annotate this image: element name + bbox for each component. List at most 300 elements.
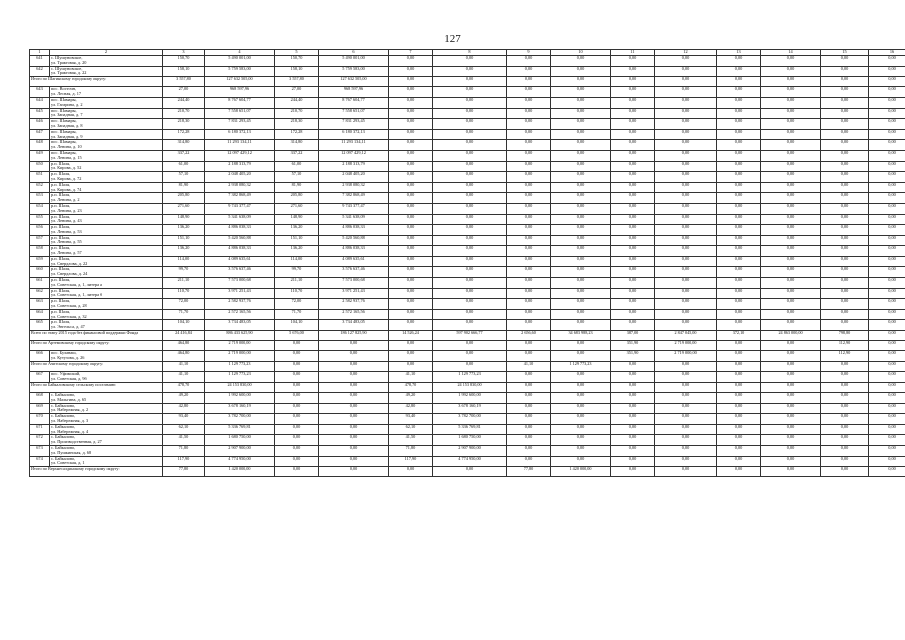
value-cell: 151,10	[275, 235, 319, 246]
value-cell: 0,00	[611, 182, 655, 193]
value-cell: 0,00	[611, 362, 655, 372]
address-cell	[50, 161, 163, 172]
row-number: 672	[30, 435, 50, 446]
value-cell: 0,00	[761, 341, 821, 351]
value-cell: 0,00	[275, 424, 319, 435]
value-cell: 0,00	[761, 182, 821, 193]
address-cell	[50, 351, 163, 362]
address-line: ул. Западная, д. 7	[51, 112, 83, 118]
address-line: ул. Западная, д. 8	[51, 122, 83, 128]
value-cell: 0,00	[551, 309, 611, 320]
value-cell: 0,00	[389, 56, 433, 67]
value-cell: 0,00	[611, 467, 655, 477]
value-cell: 0,00	[433, 66, 507, 77]
subtotal-label: Всего по этапу 2015 года без финансовой поддержки Фонда	[30, 331, 163, 341]
address-line: ул. Гагарина, д. 2	[51, 101, 83, 107]
value-cell: 0,00	[507, 97, 551, 108]
value-cell: 0,00	[275, 403, 319, 414]
value-cell: 0,00	[507, 382, 551, 392]
address-line: р.п. Шаля,	[51, 319, 71, 325]
value-cell: 0,00	[275, 414, 319, 425]
value-cell: 0,00	[389, 267, 433, 278]
row-number: 674	[30, 456, 50, 467]
subtotal-label: Итого по Байкаловскому сельскому поселению:	[30, 382, 163, 392]
value-cell: 0,00	[761, 66, 821, 77]
value-cell: 0,00	[433, 140, 507, 151]
value-cell: 0,00	[389, 182, 433, 193]
value-cell: 0,00	[319, 362, 389, 372]
value-cell: 0,00	[717, 235, 761, 246]
value-cell: 0,00	[275, 467, 319, 477]
value-cell: 0,00	[551, 341, 611, 351]
value-cell: 0,00	[869, 256, 905, 267]
value-cell: 0,00	[275, 382, 319, 392]
address-line: ул. Кутузова, д. 26	[51, 355, 85, 361]
subtotal-row	[30, 341, 905, 351]
value-cell: 0,00	[611, 193, 655, 204]
value-cell: 0,00	[389, 193, 433, 204]
value-cell: 798,80	[821, 331, 869, 341]
value-cell: 4 886 038,33	[205, 225, 275, 236]
value-cell: 0,00	[821, 77, 869, 87]
address-cell	[50, 456, 163, 467]
value-cell: 0,00	[275, 435, 319, 446]
value-cell: 0,00	[761, 77, 821, 87]
value-cell: 27,00	[163, 87, 205, 98]
row-number: 667	[30, 372, 50, 383]
value-cell: 0,00	[319, 403, 389, 414]
value-cell: 0,00	[611, 456, 655, 467]
value-cell: 0,00	[389, 299, 433, 310]
value-cell: 0,00	[611, 309, 655, 320]
address-line: ул. Мальгина, д. 65	[51, 396, 87, 402]
value-cell: 0,00	[389, 161, 433, 172]
value-cell: 0,00	[507, 87, 551, 98]
value-cell: 0,00	[507, 203, 551, 214]
value-cell: 0,00	[869, 193, 905, 204]
value-cell: 0,00	[761, 445, 821, 456]
value-cell: 0,00	[611, 267, 655, 278]
value-cell: 0,00	[551, 235, 611, 246]
value-cell: 0,00	[717, 140, 761, 151]
address-line: ул. Трактовая, д. 22	[51, 70, 87, 76]
value-cell: 5 336 769,81	[433, 424, 507, 435]
address-line: с. Шушуновское,	[51, 55, 83, 60]
value-cell: 136,20	[163, 225, 205, 236]
address-line: р.п. Шаля,	[51, 182, 71, 187]
value-cell: 464,80	[163, 351, 205, 362]
value-cell: 0,00	[507, 267, 551, 278]
value-cell: 0,00	[433, 288, 507, 299]
value-cell: 24 153 830,00	[205, 382, 275, 392]
value-cell: 0,00	[389, 235, 433, 246]
row-number: 654	[30, 203, 50, 214]
value-cell: 218,30	[163, 119, 205, 130]
value-cell: 0,00	[761, 424, 821, 435]
value-cell: 12 097 429,12	[205, 150, 275, 161]
address-cell	[50, 119, 163, 130]
value-cell: 0,00	[869, 362, 905, 372]
row-number: 641	[30, 56, 50, 67]
value-cell: 6 180 372,13	[205, 129, 275, 140]
value-cell: 5 676,00	[275, 331, 319, 341]
value-cell: 0,00	[717, 225, 761, 236]
value-cell: 2 572 165,56	[319, 309, 389, 320]
value-cell: 0,00	[433, 203, 507, 214]
value-cell: 0,00	[821, 161, 869, 172]
value-cell: 4 774 950,00	[205, 456, 275, 467]
value-cell: 211,10	[163, 278, 205, 289]
value-cell: 0,00	[507, 392, 551, 403]
address-line: р.п. Шаля,	[51, 224, 71, 230]
value-cell: 0,00	[821, 66, 869, 77]
value-cell: 0,00	[611, 382, 655, 392]
address-line: с. Байкалово,	[51, 424, 76, 429]
value-cell: 150,70	[275, 56, 319, 67]
address-cell	[50, 424, 163, 435]
value-cell: 0,00	[319, 424, 389, 435]
value-cell: 2 938 080,32	[319, 182, 389, 193]
value-cell: 0,00	[611, 246, 655, 257]
address-cell	[50, 193, 163, 204]
row-number: 646	[30, 119, 50, 130]
value-cell: 0,00	[655, 56, 717, 67]
address-line: ул. Набережная, д. 3	[51, 417, 89, 423]
address-cell	[50, 97, 163, 108]
value-cell: 0,00	[319, 435, 389, 446]
value-cell: 0,00	[717, 278, 761, 289]
address-cell	[50, 235, 163, 246]
value-cell: 71,70	[275, 309, 319, 320]
value-cell: 0,00	[761, 150, 821, 161]
value-cell: 0,00	[611, 235, 655, 246]
value-cell: 0,00	[761, 435, 821, 446]
row-number: 649	[30, 150, 50, 161]
value-cell: 127 632 505,00	[205, 77, 275, 87]
value-cell: 0,00	[821, 97, 869, 108]
value-cell: 0,00	[389, 320, 433, 331]
value-cell: 0,00	[551, 182, 611, 193]
value-cell: 0,00	[433, 362, 507, 372]
value-cell: 151,10	[163, 235, 205, 246]
value-cell: 0,00	[821, 214, 869, 225]
value-cell: 1 129 773,23	[205, 372, 275, 383]
value-cell: 0,00	[611, 77, 655, 87]
value-cell: 0,00	[433, 299, 507, 310]
value-cell: 0,00	[869, 288, 905, 299]
table-row	[30, 414, 905, 425]
table-row	[30, 129, 905, 140]
column-number-cell: 2	[50, 50, 163, 56]
value-cell: 0,00	[821, 193, 869, 204]
value-cell: 0,00	[761, 193, 821, 204]
value-cell: 0,00	[551, 320, 611, 331]
value-cell: 5 490 001,00	[205, 56, 275, 67]
value-cell: 0,00	[655, 87, 717, 98]
value-cell: 0,00	[507, 445, 551, 456]
value-cell: 24 153 830,00	[433, 382, 507, 392]
value-cell: 0,00	[761, 214, 821, 225]
value-cell: 351,90	[611, 341, 655, 351]
value-cell: 0,00	[655, 97, 717, 108]
table-row	[30, 161, 905, 172]
value-cell: 0,00	[655, 456, 717, 467]
value-cell: 0,00	[551, 246, 611, 257]
value-cell: 42,80	[163, 403, 205, 414]
table-row	[30, 108, 905, 119]
value-cell: 0,00	[869, 87, 905, 98]
value-cell: 0,00	[869, 172, 905, 183]
value-cell: 0,00	[821, 435, 869, 446]
address-cell	[50, 299, 163, 310]
value-cell: 77,80	[163, 467, 205, 477]
address-line: ул. Ленина, д. 23	[51, 207, 82, 213]
value-cell: 0,00	[507, 129, 551, 140]
value-cell: 0,00	[821, 299, 869, 310]
value-cell: 0,00	[507, 309, 551, 320]
value-cell: 0,00	[551, 403, 611, 414]
value-cell: 0,00	[507, 456, 551, 467]
value-cell: 0,00	[761, 225, 821, 236]
value-cell: 9 743 377,47	[319, 203, 389, 214]
address-cell	[50, 267, 163, 278]
address-line: пос. Уфимский,	[51, 371, 81, 377]
value-cell: 0,00	[761, 87, 821, 98]
value-cell: 0,00	[655, 414, 717, 425]
value-cell: 0,00	[655, 267, 717, 278]
value-cell: 158,10	[163, 66, 205, 77]
value-cell: 136,20	[275, 225, 319, 236]
value-cell: 0,00	[821, 225, 869, 236]
subtotal-row	[30, 467, 905, 477]
value-cell: 0,00	[433, 214, 507, 225]
address-line: пос. Шамары,	[51, 139, 77, 145]
value-cell: 0,00	[655, 392, 717, 403]
address-line: ул. Набережная, д. 4	[51, 428, 89, 434]
value-cell: 0,00	[869, 435, 905, 446]
row-number: 671	[30, 424, 50, 435]
value-cell: 0,00	[551, 56, 611, 67]
value-cell: 0,00	[611, 403, 655, 414]
value-cell: 0,00	[433, 235, 507, 246]
value-cell: 0,00	[717, 119, 761, 130]
address-line: пос. Шамары,	[51, 118, 77, 124]
address-line: с. Байкалово,	[51, 456, 76, 461]
value-cell: 3 971 251,43	[205, 288, 275, 299]
value-cell: 351,90	[611, 351, 655, 362]
value-cell: 7 382 868,49	[205, 193, 275, 204]
value-cell: 0,00	[611, 414, 655, 425]
value-cell: 0,00	[319, 456, 389, 467]
value-cell: 0,00	[717, 414, 761, 425]
subtotal-row	[30, 331, 905, 341]
value-cell: 0,00	[821, 256, 869, 267]
value-cell: 0,00	[551, 414, 611, 425]
value-cell: 2 907 900,00	[433, 445, 507, 456]
address-cell	[50, 203, 163, 214]
value-cell: 3 576 637,46	[205, 267, 275, 278]
value-cell: 1 680 750,00	[433, 435, 507, 446]
value-cell: 0,00	[551, 108, 611, 119]
value-cell: 0,00	[761, 108, 821, 119]
value-cell: 0,00	[869, 150, 905, 161]
address-line: р.п. Шаля,	[51, 277, 71, 283]
value-cell: 205,80	[275, 193, 319, 204]
value-cell: 0,00	[551, 445, 611, 456]
table-row	[30, 256, 905, 267]
value-cell: 387,00	[611, 331, 655, 341]
value-cell: 0,00	[275, 362, 319, 372]
value-cell: 0,00	[821, 372, 869, 383]
value-cell: 42,80	[389, 403, 433, 414]
value-cell: 0,00	[551, 214, 611, 225]
address-line: ул. Свердлова, д. 24	[51, 271, 88, 277]
row-number: 656	[30, 225, 50, 236]
value-cell: 0,00	[869, 320, 905, 331]
value-cell: 0,00	[433, 256, 507, 267]
value-cell: 1 129 773,23	[433, 372, 507, 383]
value-cell: 0,00	[389, 341, 433, 351]
value-cell: 0,00	[551, 161, 611, 172]
address-cell	[50, 246, 163, 257]
row-number: 669	[30, 403, 50, 414]
value-cell: 2 719 000,00	[655, 351, 717, 362]
value-cell: 0,00	[611, 140, 655, 151]
value-cell: 0,00	[761, 414, 821, 425]
value-cell: 0,00	[433, 56, 507, 67]
value-cell: 271,60	[275, 203, 319, 214]
table-row	[30, 214, 905, 225]
value-cell: 0,00	[319, 414, 389, 425]
value-cell: 0,00	[821, 108, 869, 119]
value-cell: 0,00	[869, 77, 905, 87]
address-line: пос. Шамары,	[51, 97, 77, 102]
value-cell: 0,00	[389, 309, 433, 320]
value-cell: 0,00	[433, 172, 507, 183]
value-cell: 0,00	[761, 288, 821, 299]
value-cell: 0,00	[389, 225, 433, 236]
value-cell: 0,00	[821, 382, 869, 392]
row-number: 673	[30, 445, 50, 456]
value-cell: 0,00	[611, 214, 655, 225]
value-cell: 0,00	[655, 225, 717, 236]
value-cell: 117,90	[163, 456, 205, 467]
row-number: 670	[30, 414, 50, 425]
column-number-cell: 7	[389, 50, 433, 56]
value-cell: 0,00	[655, 372, 717, 383]
address-cell	[50, 140, 163, 151]
value-cell: 0,00	[655, 309, 717, 320]
value-cell: 0,00	[717, 214, 761, 225]
value-cell: 210,70	[275, 108, 319, 119]
value-cell: 0,00	[319, 392, 389, 403]
value-cell: 211,10	[275, 278, 319, 289]
value-cell: 0,00	[319, 445, 389, 456]
value-cell: 0,00	[655, 108, 717, 119]
value-cell: 0,00	[551, 256, 611, 267]
value-cell: 112,90	[821, 341, 869, 351]
value-cell: 0,00	[433, 267, 507, 278]
address-line: с. Шушуновское,	[51, 66, 83, 71]
value-cell: 0,00	[655, 445, 717, 456]
value-cell: 0,00	[821, 129, 869, 140]
row-number: 647	[30, 129, 50, 140]
value-cell: 0,00	[389, 97, 433, 108]
table-row	[30, 278, 905, 289]
value-cell: 0,00	[821, 56, 869, 67]
value-cell: 478,70	[163, 382, 205, 392]
value-cell: 2 719 000,00	[205, 341, 275, 351]
value-cell: 0,00	[655, 235, 717, 246]
value-cell: 117,90	[389, 456, 433, 467]
address-line: с. Байкалово,	[51, 392, 76, 397]
address-line: ул. Набережная, д. 2	[51, 407, 89, 413]
value-cell: 57,10	[275, 172, 319, 183]
value-cell: 0,00	[655, 203, 717, 214]
value-cell: 136,20	[275, 246, 319, 257]
value-cell: 7 831 293,45	[205, 119, 275, 130]
value-cell: 0,00	[717, 403, 761, 414]
address-cell	[50, 278, 163, 289]
row-number: 664	[30, 309, 50, 320]
value-cell: 0,00	[761, 172, 821, 183]
value-cell: 41,50	[389, 435, 433, 446]
value-cell: 968 597,96	[319, 87, 389, 98]
value-cell: 0,00	[275, 456, 319, 467]
value-cell: 271,60	[163, 203, 205, 214]
value-cell: 136,20	[163, 246, 205, 257]
value-cell: 0,00	[869, 108, 905, 119]
value-cell: 0,00	[507, 403, 551, 414]
value-cell: 0,00	[761, 392, 821, 403]
value-cell: 0,00	[433, 246, 507, 257]
value-cell: 0,00	[611, 119, 655, 130]
value-cell: 0,00	[761, 129, 821, 140]
value-cell: 0,00	[761, 119, 821, 130]
address-cell	[50, 66, 163, 77]
subtotal-row	[30, 362, 905, 372]
value-cell: 0,00	[507, 424, 551, 435]
value-cell: 0,00	[611, 445, 655, 456]
value-cell: 0,00	[319, 382, 389, 392]
column-number-cell: 9	[507, 50, 551, 56]
address-line: ул. Советская, д. 1, литера б	[51, 292, 103, 298]
value-cell: 0,00	[551, 193, 611, 204]
value-cell: 0,00	[655, 362, 717, 372]
value-cell: 0,00	[611, 392, 655, 403]
value-cell: 0,00	[433, 225, 507, 236]
row-number: 643	[30, 87, 50, 98]
address-line: с. Байкалово,	[51, 434, 76, 440]
value-cell: 0,00	[611, 435, 655, 446]
value-cell: 0,00	[821, 246, 869, 257]
table-row	[30, 372, 905, 383]
value-cell: 0,00	[869, 299, 905, 310]
address-line: ул. Кирова, д. 52	[51, 165, 82, 171]
value-cell: 2 048 405,20	[319, 172, 389, 183]
value-cell: 0,00	[611, 320, 655, 331]
address-line: р.п. Шаля,	[51, 266, 71, 272]
value-cell: 0,00	[761, 56, 821, 67]
value-cell: 4 886 038,33	[319, 246, 389, 257]
value-cell: 0,00	[611, 278, 655, 289]
value-cell: 0,00	[611, 108, 655, 119]
value-cell: 6 180 372,13	[319, 129, 389, 140]
value-cell: 0,00	[869, 445, 905, 456]
value-cell: 0,00	[761, 203, 821, 214]
value-cell: 0,00	[551, 278, 611, 289]
value-cell: 127 632 505,00	[319, 77, 389, 87]
